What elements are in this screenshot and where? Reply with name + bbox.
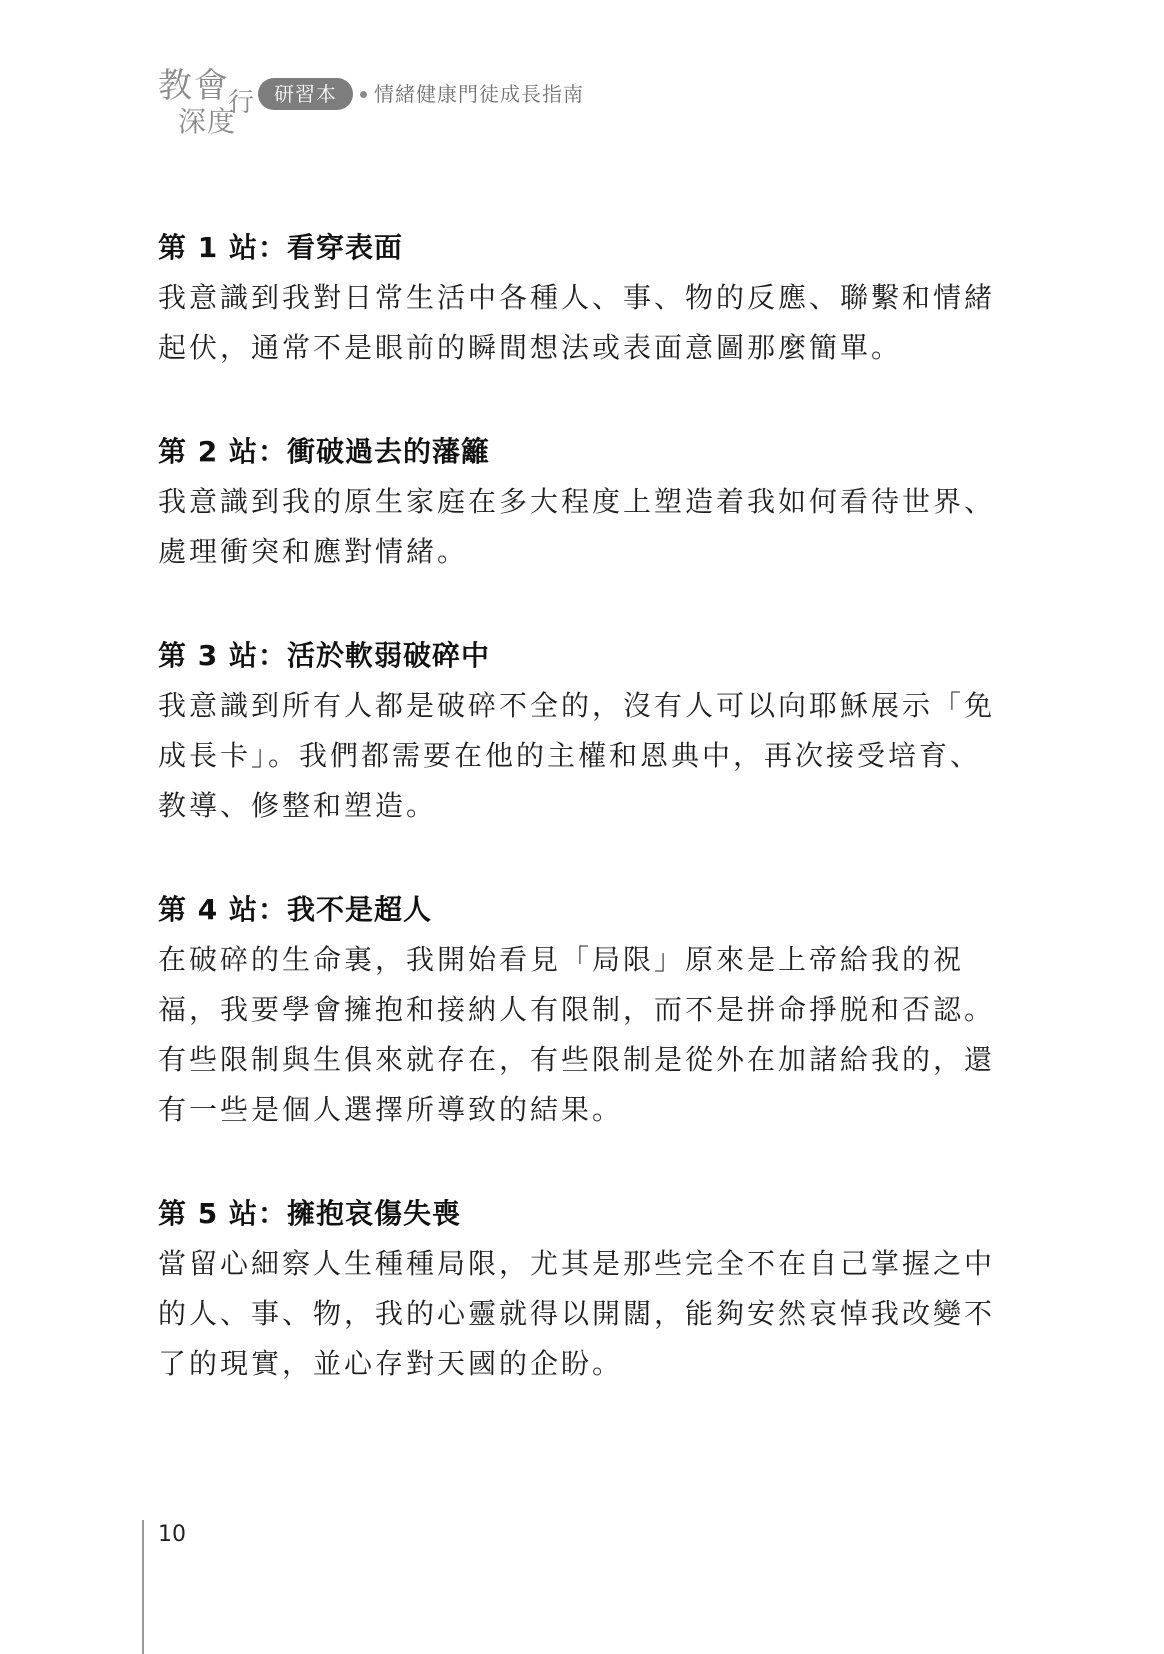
page-header xyxy=(158,66,858,146)
station-section-3 xyxy=(158,633,1008,831)
logo-text-depth: 深度 xyxy=(178,105,237,138)
station-title: 第 5 站：擁抱哀傷失喪 xyxy=(158,1197,461,1230)
logo-text-walk: 行 xyxy=(228,88,255,118)
station-section-5 xyxy=(158,1191,1008,1389)
station-body: 我意識到我對日常生活中各種人、事、物的反應、聯繫和情緒起伏，通常不是眼前的瞬間想法或表面意圖那麼簡單。 xyxy=(158,281,996,364)
station-title: 第 3 站：活於軟弱破碎中 xyxy=(158,639,490,672)
station-section-1 xyxy=(158,225,1008,373)
station-body: 當留心細察人生種種局限，尤其是那些完全不在自己掌握之中的人、事、物，我的心靈就得以開闊，能夠安然哀悼我改變不了的現實，並心存對天國的企盼。 xyxy=(158,1247,996,1380)
station-title: 第 1 站：看穿表面 xyxy=(158,231,403,264)
study-book-badge: 研習本 xyxy=(258,78,353,110)
book-subtitle: 情緒健康門徒成長指南 xyxy=(374,82,584,106)
station-body: 在破碎的生命裏，我開始看見「局限」原來是上帝給我的祝福，我要學會擁抱和接納人有限制，而不是拼命掙脱和否認。有些限制與生俱來就存在，有些限制是從外在加諸給我的，還有一些是個人選擇所導致的結果。 xyxy=(158,943,996,1126)
station-title: 第 4 站：我不是超人 xyxy=(158,893,432,926)
station-body: 我意識到我的原生家庭在多大程度上塑造着我如何看待世界、處理衝突和應對情緒。 xyxy=(158,485,996,568)
page-margin-rule xyxy=(142,1520,144,1654)
page-number: 10 xyxy=(158,1522,186,1547)
station-title: 第 2 站：衝破過去的藩籬 xyxy=(158,435,490,468)
station-body: 我意識到所有人都是破碎不全的，沒有人可以向耶穌展示「免成長卡」。我們都需要在他的主權和恩典中，再次接受培育、教導、修整和塑造。 xyxy=(158,689,996,822)
station-section-2 xyxy=(158,429,1008,577)
station-section-4 xyxy=(158,887,1008,1135)
page-content xyxy=(158,225,1008,1445)
logo-text-church: 教會 xyxy=(158,66,230,106)
book-logo xyxy=(158,66,258,146)
bullet-dot-icon xyxy=(360,91,367,98)
